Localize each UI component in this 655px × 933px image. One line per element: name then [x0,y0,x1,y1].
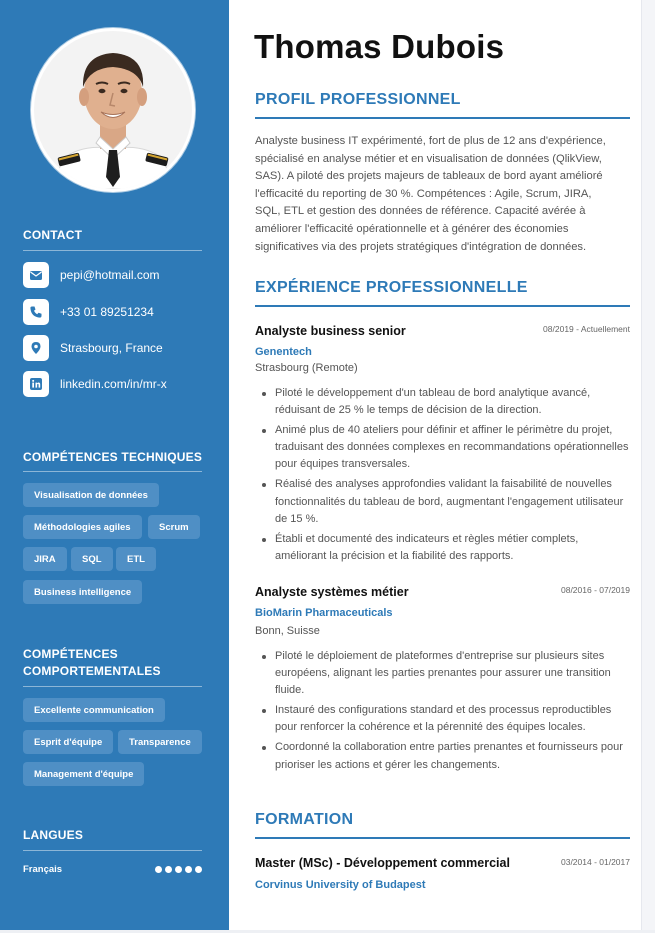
location-pin-icon [23,335,49,361]
profile-heading: PROFIL PROFESSIONNEL [255,91,461,108]
degree-title: Master (MSc) - Développement commercial [255,856,510,870]
soft-skills-heading-line2: COMPORTEMENTALES [23,664,161,678]
level-dot [155,866,162,873]
bullet-item: Piloté le développement d'un tableau de bord analytique avancé, réduisant de 25 % le temps de décision de la direction. [255,385,630,419]
skill-chip: Visualisation de données [23,483,159,507]
education-heading: FORMATION [255,811,354,828]
job-title: Analyste systèmes métier [255,585,409,599]
skill-chip: JIRA [23,547,67,571]
tech-skills-divider [23,471,202,472]
bullet-item: Coordonné la collaboration entre parties prenantes et fournisseurs pour prioriser les actions et gérer les changements. [255,739,630,773]
location-text: Strasbourg, France [60,341,163,355]
skill-chip: SQL [71,547,113,571]
candidate-name: Thomas Dubois [254,28,505,65]
experience-divider [255,305,630,307]
company-name: BioMarin Pharmaceuticals [255,607,393,619]
education-divider [255,837,630,839]
soft-skills-heading [23,646,161,680]
level-dot [175,866,182,873]
skill-chip: Scrum [148,515,200,539]
sidebar [0,0,229,933]
skill-chip: ETL [116,547,156,571]
bullet-item: Piloté le déploiement de plateformes d'entreprise sur plusieurs sites européens, alignant les parties prenantes pour assurer une transition fluide. [255,648,630,699]
phone-icon [23,299,49,325]
language-name: Français [23,864,63,875]
contact-phone[interactable] [23,299,154,325]
degree-dates: 03/2014 - 01/2017 [560,857,630,867]
job-location: Bonn, Suisse [255,625,320,637]
profile-summary: Analyste business IT expérimenté, fort de plus de 12 ans d'expérience, spécialisé en analyse métier et en visualisation de données (QlikView, SAS). A piloté des projets majeurs de tableaux de bord ayant amélioré l'efficacité du reporting de 30 %. Compétences : Agile, Scrum, JIRA, SQL, ETL et gestion des données de référence. Capacité avérée à améliorer l'efficacité opérationnelle et à générer des économies significatives via des projets stratégiques d'intégration de données. [255,135,606,253]
soft-skill-chip: Management d'équipe [23,762,144,786]
linkedin-text: linkedin.com/in/mr-x [60,377,167,391]
main-content [229,0,655,933]
language-row [23,864,202,875]
contact-location [23,335,163,361]
contact-heading: CONTACT [23,228,83,242]
job-title: Analyste business senior [255,324,406,338]
job-dates: 08/2016 - 07/2019 [560,585,630,595]
profile-divider [255,117,630,119]
bullet-item: Réalisé des analyses approfondies validant la faisabilité de nouvelles fonctionnalités du tableau de bord, augmentant l'engagement utilisateur de 15 %. [255,476,630,527]
language-level-dots [155,866,202,873]
level-dot [185,866,192,873]
tech-skills-heading: COMPÉTENCES TECHNIQUES [23,450,203,464]
level-dot [165,866,172,873]
soft-skills-divider [23,686,202,687]
experience-heading: EXPÉRIENCE PROFESSIONNELLE [255,279,528,296]
contact-email[interactable] [23,262,160,288]
bullet-item: Instauré des configurations standard et des processus reproductibles pour renforcer la cohérence et la pérennité des équipes locales. [255,702,630,736]
phone-text: +33 01 89251234 [60,305,154,319]
languages-divider [23,850,202,851]
languages-heading: LANGUES [23,828,84,842]
email-text: pepi@hotmail.com [60,268,160,282]
contact-linkedin[interactable] [23,371,167,397]
job-bullets [255,648,630,777]
level-dot [195,866,202,873]
portrait-illustration [34,31,192,189]
job-dates: 08/2019 - Actuellement [543,324,630,334]
soft-skill-chip: Excellente communication [23,698,165,722]
linkedin-icon [23,371,49,397]
bullet-item: Animé plus de 40 ateliers pour définir et affiner le périmètre du projet, traduisant des données complexes en recommandations opérationnelles pour équipes transversales. [255,422,630,473]
school-name: Corvinus University of Budapest [255,879,426,891]
mail-icon [23,262,49,288]
contact-divider [23,250,202,251]
profile-photo [31,28,195,192]
soft-skill-chip: Esprit d'équipe [23,730,113,754]
skill-chip: Méthodologies agiles [23,515,142,539]
soft-skills-heading-line1: COMPÉTENCES [23,647,118,661]
bullet-item: Établi et documenté des indicateurs et règles métier complets, améliorant la précision et la fiabilité des rapports. [255,531,630,565]
soft-skill-chip: Transparence [118,730,202,754]
skill-chip: Business intelligence [23,580,142,604]
job-bullets [255,385,630,568]
job-location: Strasbourg (Remote) [255,362,358,374]
company-name: Genentech [255,346,312,358]
page-edge [641,0,655,933]
